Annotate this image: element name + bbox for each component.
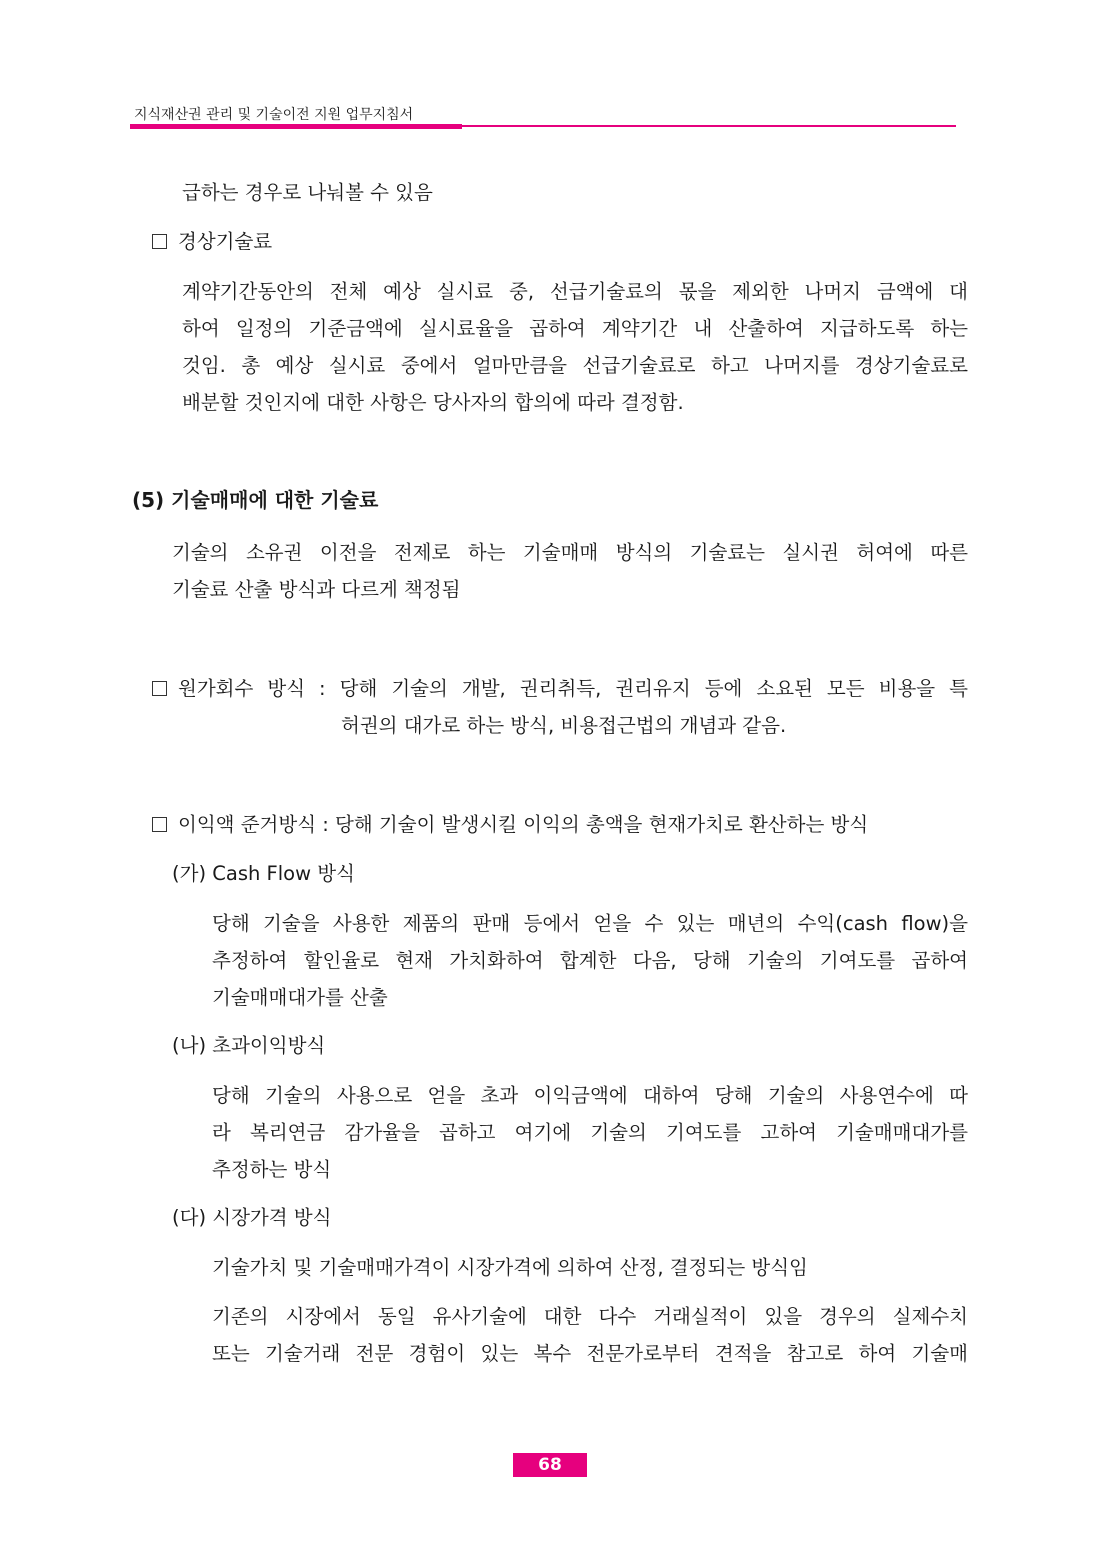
- running-royalty-title: 경상기술료: [152, 223, 968, 260]
- running-royalty-paragraph: [182, 273, 968, 421]
- header-accent-bar: [130, 124, 462, 129]
- item-ga-paragraph: [212, 905, 968, 1016]
- item-na-paragraph: [212, 1077, 968, 1188]
- paragraph-line: 기존의 시장에서 동일 유사기술에 대한 다수 거래실적이 있을 경우의 실제수치: [212, 1305, 968, 1328]
- paragraph-line: 것임. 총 예상 실시료 중에서 얼마만큼을 선급기술료로 하고 나머지를 경상기술료로: [182, 354, 968, 377]
- checkbox-bullet-icon: [152, 817, 167, 832]
- paragraph-line: 추정하는 방식: [212, 1158, 332, 1181]
- paragraph-line: 계약기간동안의 전체 예상 실시료 중, 선급기술료의 몫을 제외한 나머지 금액에 대: [182, 280, 968, 303]
- paragraph-line: 하여 일정의 기준금액에 실시료율을 곱하여 계약기간 내 산출하여 지급하도록 하는: [182, 317, 968, 340]
- paragraph-line: 당해 기술의 사용으로 얻을 초과 이익금액에 대하여 당해 기술의 사용연수에 따: [212, 1084, 968, 1107]
- item-da-single-line: 기술가치 및 기술매매가격이 시장가격에 의하여 산정, 결정되는 방식임: [212, 1256, 808, 1279]
- item-ga-title: (가) Cash Flow 방식: [172, 862, 355, 885]
- continuation-line: 급하는 경우로 나눠볼 수 있음: [182, 181, 433, 204]
- paragraph-line: 기술료 산출 방식과 다르게 책정됨: [172, 578, 461, 601]
- item-na-title: (나) 초과이익방식: [172, 1034, 326, 1057]
- page-number-badge: 68: [513, 1453, 587, 1477]
- checkbox-bullet-icon: [152, 234, 167, 249]
- paragraph-line: 또는 기술거래 전문 경험이 있는 복수 전문가로부터 견적을 참고로 하여 기술매: [212, 1342, 968, 1365]
- income-based-item: 이익액 준거방식 : 당해 기술이 발생시킬 이익의 총액을 현재가치로 환산하는 방식: [152, 806, 968, 843]
- paragraph-line: 추정하여 할인율로 현재 가치화하여 합계한 다음, 당해 기술의 기여도를 곱하여: [212, 949, 968, 972]
- section-heading: (5) 기술매매에 대한 기술료: [132, 488, 379, 512]
- checkbox-bullet-icon: [152, 681, 167, 696]
- paragraph-line: 기술의 소유권 이전을 전제로 하는 기술매매 방식의 기술료는 실시권 허여에 따른: [172, 541, 968, 564]
- section-intro-paragraph: [172, 534, 968, 608]
- paragraph-line: 라 복리연금 감가율을 곱하고 여기에 기술의 기여도를 고하여 기술매매대가를: [212, 1121, 968, 1144]
- item-da-paragraph: [212, 1298, 968, 1372]
- paragraph-line: 배분할 것인지에 대한 사항은 당사자의 합의에 따라 결정함.: [182, 391, 684, 414]
- cost-recovery-line: 허권의 대가로 하는 방식, 비용접근법의 개념과 같음.: [341, 714, 787, 737]
- paragraph-line: 당해 기술을 사용한 제품의 판매 등에서 얻을 수 있는 매년의 수익(cash flow)을: [212, 912, 968, 935]
- paragraph-line: 기술매매대가를 산출: [212, 986, 388, 1009]
- cost-recovery-line: 원가회수 방식 : 당해 기술의 개발, 권리취득, 권리유지 등에 소요된 모든 비용을 특: [152, 670, 968, 707]
- item-da-title: (다) 시장가격 방식: [172, 1206, 332, 1229]
- running-header-title: 지식재산권 관리 및 기술이전 지원 업무지침서: [134, 107, 414, 123]
- cost-recovery-item: [152, 670, 968, 744]
